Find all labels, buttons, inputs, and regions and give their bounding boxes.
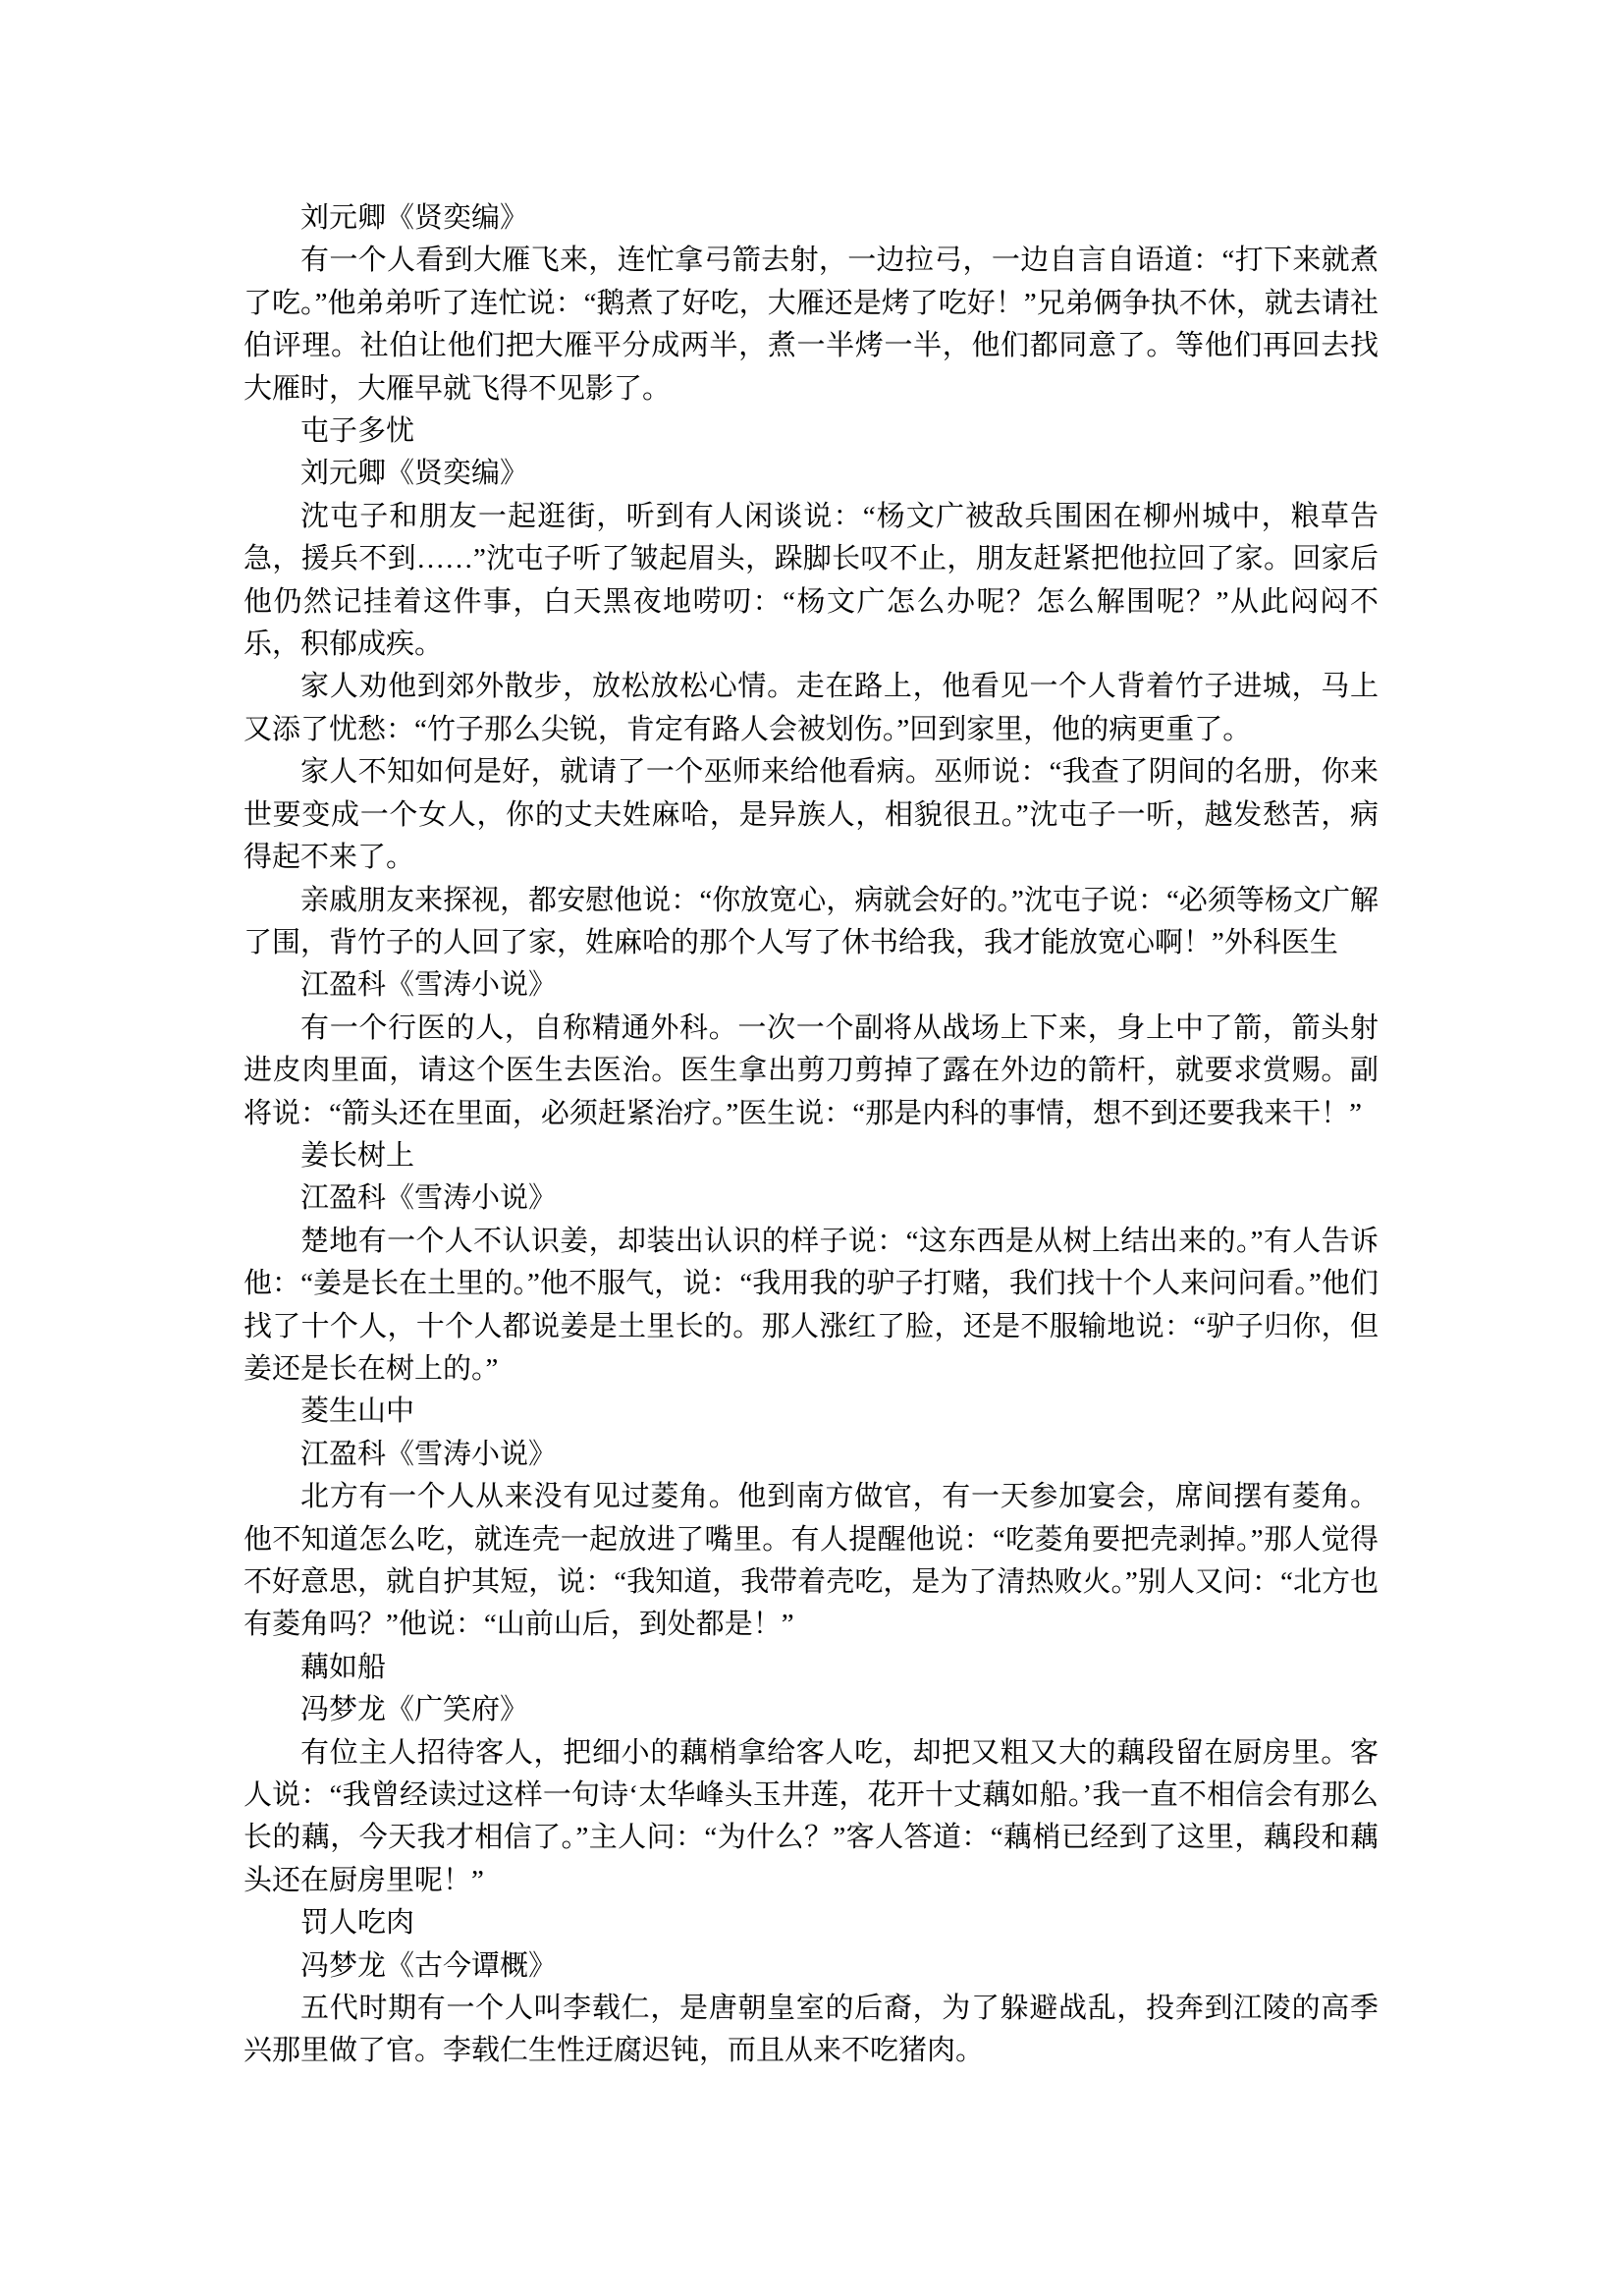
- document-body: [243, 197, 1379, 2073]
- source-citation: 刘元卿《贤奕编》: [300, 458, 529, 490]
- body-paragraph: 有一个人看到大雁飞来，连忙拿弓箭去射，一边拉弓，一边自言自语道：“打下来就煮了吃。”他弟弟听了连忙说：“鹅煮了好吃，大雁还是烤了吃好！”兄弟俩争执不休，就去请社伯评理。社伯让他们把大雁平分成两半，煮一半烤一半，他们都同意了。等他们再回去找大雁时，大雁早就飞得不见影了。: [243, 245, 1379, 405]
- source-citation: 刘元卿《贤奕编》: [300, 202, 529, 234]
- source-citation: 江盈科《雪涛小说》: [300, 1438, 558, 1470]
- source-citation: 江盈科《雪涛小说》: [300, 1182, 558, 1215]
- body-paragraph: 沈屯子和朋友一起逛街，听到有人闲谈说：“杨文广被敌兵围困在柳州城中，粮草告急，援兵不到……”沈屯子听了皱起眉头，跺脚长叹不止，朋友赶紧把他拉回了家。回家后他仍然记挂着这件事，白天黑夜地唠叨：“杨文广怎么办呢？怎么解围呢？”从此闷闷不乐，积郁成疾。: [243, 500, 1379, 661]
- source-citation: 冯梦龙《古今谭概》: [300, 1949, 558, 1982]
- body-paragraph: 北方有一个人从来没有见过菱角。他到南方做官，有一天参加宴会，席间摆有菱角。他不知道怎么吃，就连壳一起放进了嘴里。有人提醒他说：“吃菱角要把壳剥掉。”那人觉得不好意思，就自护其短，说：“我知道，我带着壳吃，是为了清热败火。”别人又问：“北方也有菱角吗？”他说：“山前山后，到处都是！”: [243, 1481, 1379, 1641]
- body-paragraph: 有一个行医的人，自称精通外科。一次一个副将从战场上下来，身上中了箭，箭头射进皮肉里面，请这个医生去医治。医生拿出剪刀剪掉了露在外边的箭杆，就要求赏赐。副将说：“箭头还在里面，必须赶紧治疗。”医生说：“那是内科的事情，想不到还要我来干！”: [243, 1011, 1379, 1129]
- story-title: 屯子多忧: [300, 415, 415, 448]
- body-paragraph: 家人不知如何是好，就请了一个巫师来给他看病。巫师说：“我查了阴间的名册，你来世要变成一个女人，你的丈夫姓麻哈，是异族人，相貌很丑。”沈屯子一听，越发愁苦，病得起不来了。: [243, 756, 1379, 874]
- story-title: 藕如船: [300, 1651, 387, 1683]
- story-title: 菱生山中: [300, 1395, 415, 1428]
- body-paragraph: 家人劝他到郊外散步，放松放松心情。走在路上，他看见一个人背着竹子进城，马上又添了忧愁：“竹子那么尖锐，肯定有路人会被划伤。”回到家里，他的病更重了。: [243, 671, 1379, 745]
- body-paragraph: 五代时期有一个人叫李载仁，是唐朝皇室的后裔，为了躲避战乱，投奔到江陵的高季兴那里做了官。李载仁生性迂腐迟钝，而且从来不吃猪肉。: [243, 1993, 1379, 2067]
- body-paragraph: 亲戚朋友来探视，都安慰他说：“你放宽心，病就会好的。”沈屯子说：“必须等杨文广解了围，背竹子的人回了家，姓麻哈的那个人写了休书给我，我才能放宽心啊！”外科医生: [243, 884, 1379, 958]
- source-citation: 江盈科《雪涛小说》: [300, 969, 558, 1002]
- story-title: 罚人吃肉: [300, 1907, 415, 1940]
- body-paragraph: 有位主人招待客人，把细小的藕梢拿给客人吃，却把又粗又大的藕段留在厨房里。客人说：“我曾经读过这样一句诗‘太华峰头玉井莲，花开十丈藕如船。’我一直不相信会有那么长的藕，今天我才相信了。”主人问：“为什么？”客人答道：“藕梢已经到了这里，藕段和藕头还在厨房里呢！”: [243, 1736, 1379, 1896]
- source-citation: 冯梦龙《广笑府》: [300, 1694, 529, 1726]
- story-title: 姜长树上: [300, 1139, 415, 1172]
- body-paragraph: 楚地有一个人不认识姜，却装出认识的样子说：“这东西是从树上结出来的。”有人告诉他：“姜是长在土里的。”他不服气，说：“我用我的驴子打赌，我们找十个人来问问看。”他们找了十个人，十个人都说姜是土里长的。那人涨红了脸，还是不服输地说：“驴子归你，但姜还是长在树上的。”: [243, 1225, 1379, 1385]
